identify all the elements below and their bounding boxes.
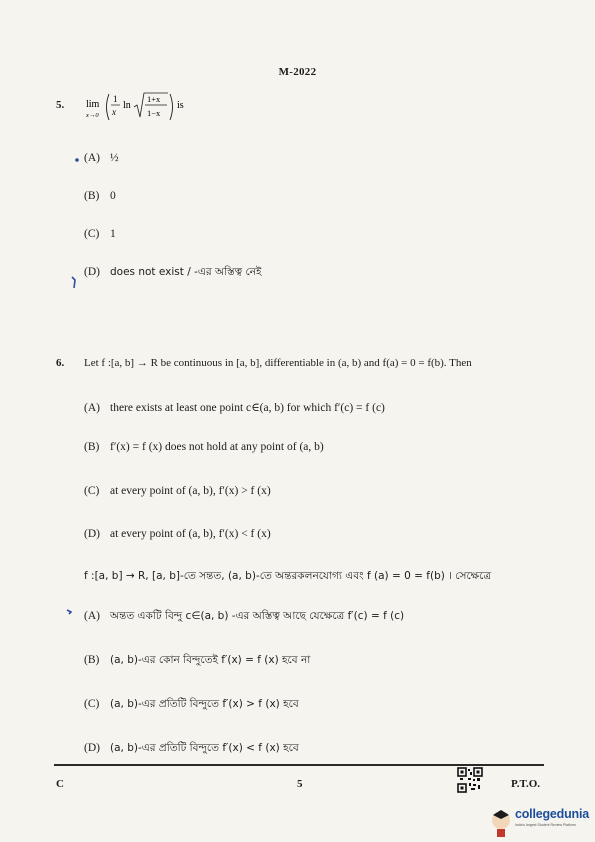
- q6-bn-option-d: (D) (a, b)-এর প্রতিটি বিন্দুতে f′(x) < f (x) হবে: [84, 742, 299, 754]
- formula-one: 1: [113, 94, 118, 104]
- q6-bn-option-b: (B) (a, b)-এর কোন বিন্দুতেই f′(x) = f (x) হবে না: [84, 654, 311, 666]
- qr-code-icon: [457, 767, 483, 793]
- question-6-stem: Let f :[a, b] → R be continuous in [a, b], differentiable in (a, b) and f(a) = 0 = f(b). Then: [84, 357, 472, 369]
- paper-code: M-2022: [278, 66, 317, 78]
- question-5-limit-formula: [86, 90, 196, 130]
- question-5-number: 5.: [56, 99, 65, 111]
- formula-lim: lim: [86, 99, 100, 110]
- collegedunia-tagline: India's largest Student Review Platform: [515, 823, 576, 827]
- pen-tick-mark: [70, 276, 80, 290]
- footer-set-code: C: [56, 778, 64, 790]
- q5-option-a: (A) ½: [84, 152, 119, 164]
- q5-option-c: (C) 1: [84, 228, 116, 240]
- please-turn-over: P.T.O.: [511, 778, 541, 790]
- question-6-number: 6.: [56, 357, 65, 369]
- q6-bn-option-a: (A) অন্তত একটি বিন্দু c∈(a, b) -এর অস্তিত্ব আছে যেক্ষেত্রে f′(c) = f (c): [84, 610, 405, 622]
- q6-option-a: (A) there exists at least one point c∈(a, b) for which f′(c) = f (c): [84, 402, 385, 414]
- q6-option-d: (D) at every point of (a, b), f′(x) < f (x): [84, 528, 271, 540]
- pen-tick-mark: [74, 155, 82, 163]
- question-6-stem-bengali: f :[a, b] → R, [a, b]-তে সন্তত, (a, b)-তে অন্তরকলনযোগ্য এবং f (a) = 0 = f(b) । সেক্ষেত্রে: [84, 570, 492, 582]
- q6-option-c: (C) at every point of (a, b), f′(x) > f (x): [84, 485, 271, 497]
- collegedunia-wordmark: collegedunia: [515, 807, 590, 821]
- q6-bn-option-c: (C) (a, b)-এর প্রতিটি বিন্দুতে f′(x) > f (x) হবে: [84, 698, 299, 710]
- footer-rule: [54, 764, 544, 766]
- q5-option-d: (D) does not exist / -এর অস্তিত্ব নেই: [84, 266, 262, 278]
- formula-x: x: [112, 107, 116, 117]
- formula-lim-subscript: x→0: [86, 112, 99, 119]
- q6-option-b: (B) f′(x) = f (x) does not hold at any point of (a, b): [84, 441, 324, 453]
- formula-is: is: [177, 100, 184, 111]
- formula-ln: ln: [123, 100, 131, 111]
- pen-tick-mark: [66, 607, 76, 617]
- page-number: 5: [297, 778, 303, 790]
- q5-option-b: (B) 0: [84, 190, 116, 202]
- formula-denominator: 1−x: [147, 108, 161, 118]
- formula-numerator: 1+x: [147, 94, 161, 104]
